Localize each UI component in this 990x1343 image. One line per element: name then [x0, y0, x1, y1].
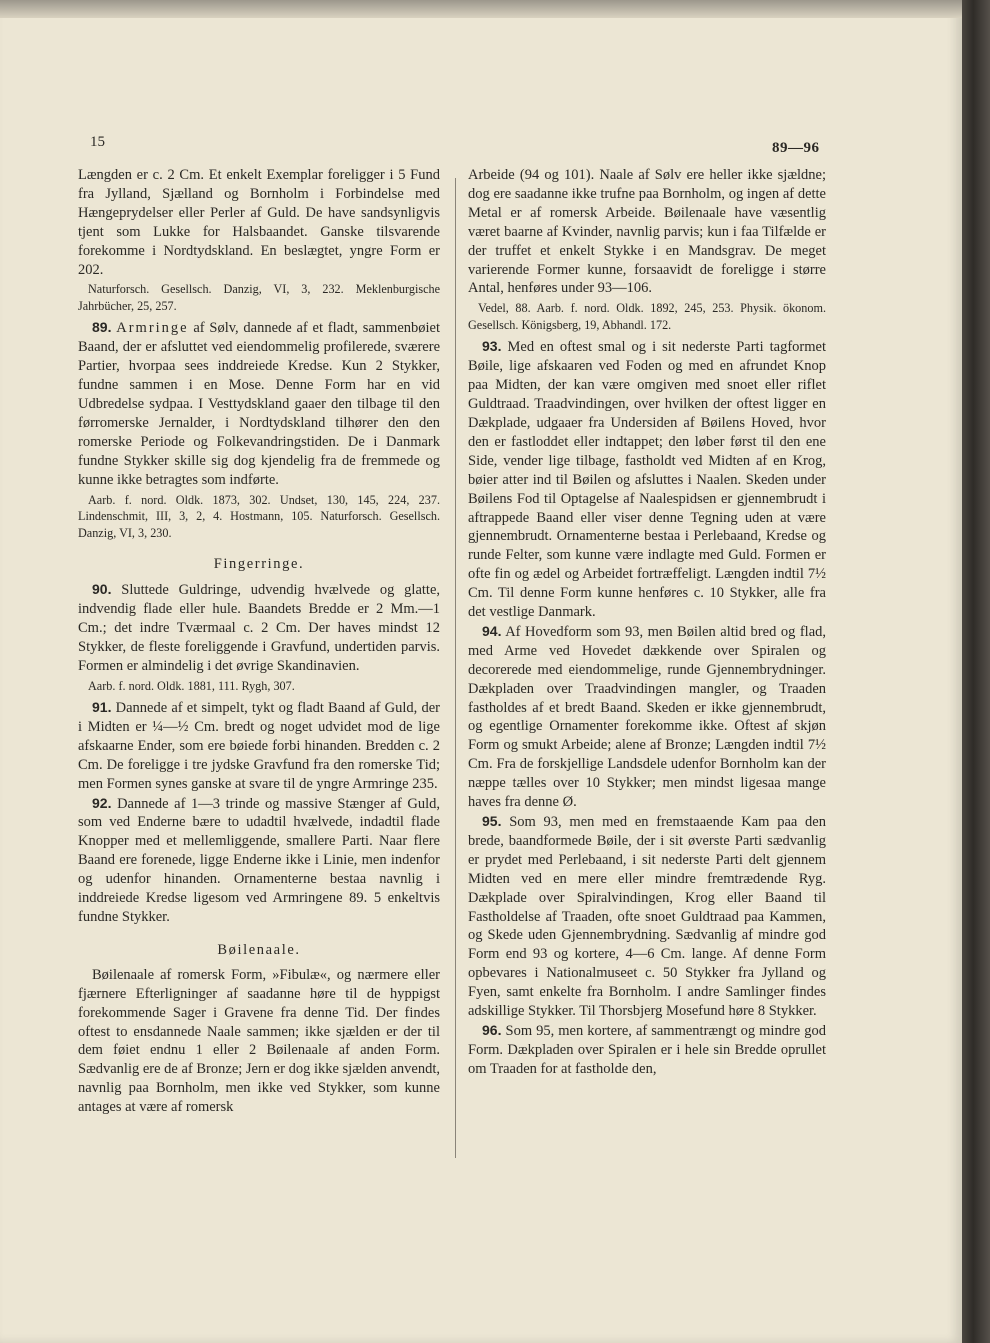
entry-89	[78, 318, 440, 489]
column-divider	[455, 178, 456, 1158]
entry-89-number: 89.	[92, 319, 112, 336]
entry-94-number: 94.	[482, 622, 502, 639]
section-heading-boilenaale: Bøilenaale.	[217, 941, 301, 958]
entry-91-text: Dannede af et simpelt, tykt og fladt Baand af Guld, der i Midten er ¼—½ Cm. bredt og noget udvidet mod de lige afskaarne Ender, som ere bøiede forbi hinanden. Bredden c. 2 Cm. De foreligge i tre jydske Gravfund fra den romerske Tid; men Formen synes ganske at svare til de yngre Armringe 235.	[78, 700, 440, 792]
section-heading-fingerringe: Fingerringe.	[213, 556, 305, 573]
entry-89-references: Aarb. f. nord. Oldk. 1873, 302. Undset, 130, 145, 224, 237. Lindenschmit, III, 3, 2, 4. Hostmann, 105. Naturforsch. Gesellsch. Danzig, VI, 3, 230.	[78, 492, 440, 540]
entry-96	[468, 1021, 826, 1079]
entry-91-number: 91.	[92, 699, 112, 716]
entry-89-keyword: Armringe	[116, 320, 189, 337]
entry-95	[468, 812, 826, 1021]
entry-91	[78, 698, 440, 794]
right-column	[468, 166, 826, 1079]
entry-93-number: 93.	[482, 338, 502, 355]
intro-references: Naturforsch. Gesellsch. Danzig, VI, 3, 232. Meklenburgische Jahrbücher, 25, 257.	[78, 282, 440, 313]
entry-95-text: Som 93, men med en fremstaaende Kam paa den brede, baandformede Bøile, der i sit øverste Parti sædvanlig er prydet med Perlebaand, i sit nederste Parti delt gjennem Midten ved en mere eller mindre fremtrædende Ryg. Dækplade over Spiralvindingen, Krog eller Baand til Fastholdelse af Traaden, ofte snoet Guldtraad paa Kammen, og Skede uden Gjennembrydning. Sædvanlig af mindre god Form end 93 og kortere, 4—6 Cm. lange. Af denne Form opbevares i Nationalmuseet c. 50 Stykker fra Jylland og Fyen, samt enkelte fra Bornholm. I andre Samlinger findes adskillige Stykker. Til Thorsbjerg Mosefund høre 8 Stykker.	[468, 814, 826, 1020]
entry-93	[468, 337, 826, 622]
entry-92-text: Dannede af 1—3 trinde og massive Stænger af Guld, som ved Enderne bære to udadtil hvælvede, indadtil flade Knopper med et mellemliggende, smallere Parti. Naar flere Baand ere forenede, ligge Enderne ikke i Linie, men indenfor og udenfor hinanden. Ornamenterne bestaa navnlig i inddreiede Kredse ligesom ved Armringene 89. 5 enkeltvis fundne Stykker.	[78, 795, 441, 925]
continued-paragraph: Arbeide (94 og 101). Naale af Sølv ere heller ikke sjældne; dog ere saadanne ikke trufne paa Bornholm, og ingen af dette Metal er af romersk Arbeide. Bøilenaale have væsentlig været baarne af Kvinder, navnlig parvis; kun i faa Tilfælde er der truffet et enkelt Stykke i en Mandsgrav. De meget varierende Former kunne, forsaavidt de foreligge i større Antal, henføres under 93—106.	[468, 167, 826, 297]
entry-96-text: Som 95, men kortere, af sammentrængt og mindre god Form. Dækpladen over Spiralen er i hele sin Bredde oprullet om Traaden for at fastholde den,	[468, 1022, 826, 1077]
entry-96-number: 96.	[482, 1021, 502, 1038]
entry-range: 89—96	[772, 140, 820, 156]
entry-90-references: Aarb. f. nord. Oldk. 1881, 111. Rygh, 307.	[88, 678, 295, 693]
boilenaale-intro: Bøilenaale af romersk Form, »Fibulæ«, og nærmere eller fjærnere Efterligninger af saadanne høre til de hyppigst forekommende Sager i Gravene fra denne Tid. Der findes oftest to ensdannede Naale sammen; ikke sjælden er der til dem føiet endnu 1 eller 2 Bøilenaale af anden Form. Sædvanlig ere de af Bronze; Jern er dog ikke sjælden anvendt, navnlig paa Bornholm, men ikke ved Stykker, som kunne antages at være af romersk	[78, 966, 440, 1116]
entry-95-number: 95.	[482, 813, 502, 829]
continued-references: Vedel, 88. Aarb. f. nord. Oldk. 1892, 245, 253. Physik. ökonom. Gesellsch. Königsberg, 19, Abhandl. 172.	[468, 301, 826, 332]
entry-90	[78, 580, 440, 676]
entry-92-number: 92.	[92, 794, 112, 811]
entry-93-text: Med en oftest smal og i sit nederste Parti tagformet Bøile, lige afskaaren ved Foden og med en afrundet Knop paa Midten, der kan være omgiven med snoet eller riflet Guldtraad. Traadvindingen, over hvilken der oftest ligger en Dækplade, udgaaer fra Undersiden af Bøilens Hoved, hvor den er fastloddet eller indtappet; den løber først til den ene Side, vender lige tilbage, fastholdt ved Midten af en Krog, bøier atter ind til Bøilen og afsluttes i Naalen. Skeden under Bøilens Fod til Optagelse af Naalespidsen er gjennembrudt i aftrappede Baand eller viser denne Tegning uden at være gjennembrudt. Ornamenterne bestaa i Perlebaand, Kredse og runde Felter, som kunne være indlagte med Guld. Formen er ofte fin og ædel og Arbeidet fortræffeligt. Længden indtil 7½ Cm. Til denne Form kunne henføres c. 10 Stykker, alle fra det vestlige Danmark.	[468, 339, 827, 621]
entry-90-text: Sluttede Guldringe, udvendig hvælvede og glatte, indvendig flade eller hule. Baandets Bredde er 2 Mm.—1 Cm.; det indre Tværmaal c. 2 Cm. Der haves mindst 12 Stykker, de fleste foreliggende i Gravfund, undertiden parvis. Formen er almindelig i det øvrige Skandinavien.	[78, 582, 441, 674]
book-spine	[962, 0, 990, 1343]
entry-92	[78, 794, 440, 927]
entry-94-text: Af Hovedform som 93, men Bøilen altid bred og flad, med Arme ved Hovedet dækkende over Spiralen og decorerede med eiendommelige, runde Gjennembrydninger. Dækpladen over Traadvindingen mangler, og Traaden fastholdes af et bredt Baand. Skeden er ikke gjennembrudt, og egentlige Ornamenter forekomme ikke. Oftest af skjøn Form og smukt Arbeide; alene af Bronze; Længden indtil 7½ Cm. Fra de forskjellige Landsdele udenfor Bornholm kan der næppe tælles over 10 Stykker; men mindst ligesaa mange haves fra denne Ø.	[468, 623, 827, 811]
intro-paragraph: Længden er c. 2 Cm. Et enkelt Exemplar foreligger i 5 Fund fra Jylland, Sjælland og Bornholm i Forbindelse med Hængeprydelser eller Perler af Guld. De have sandsynligvis tjent som Lukke for Halsbaandet. Ganske tilsvarende forekomme i Nordtydskland. En beslægtet, yngre Form er 202.	[78, 167, 440, 278]
entry-90-number: 90.	[92, 581, 112, 597]
page-number: 15	[90, 134, 105, 150]
entry-94	[468, 622, 826, 812]
entry-89-text: af Sølv, dannede af et fladt, sammenbøiet Baand, der er afsluttet ved eiendommelig profilerede, sværere Partier, hvorpaa sees inddreiede Kredse. Kun 2 Stykker, fundne sammen i en Mose. Denne Form har en vid Udbredelse sydpaa. I Vesttydskland gaaer den tilbage til den førromerske Jernalder, i Nordtydskland tilhører den den romerske Periode og Folkevandringstiden. De i Danmark fundne Stykker skille sig dog kjendelig fra de fremmede og kunne ikke betragtes som indførte.	[78, 320, 441, 488]
page-top-edge	[0, 0, 962, 18]
left-column	[78, 166, 440, 1117]
